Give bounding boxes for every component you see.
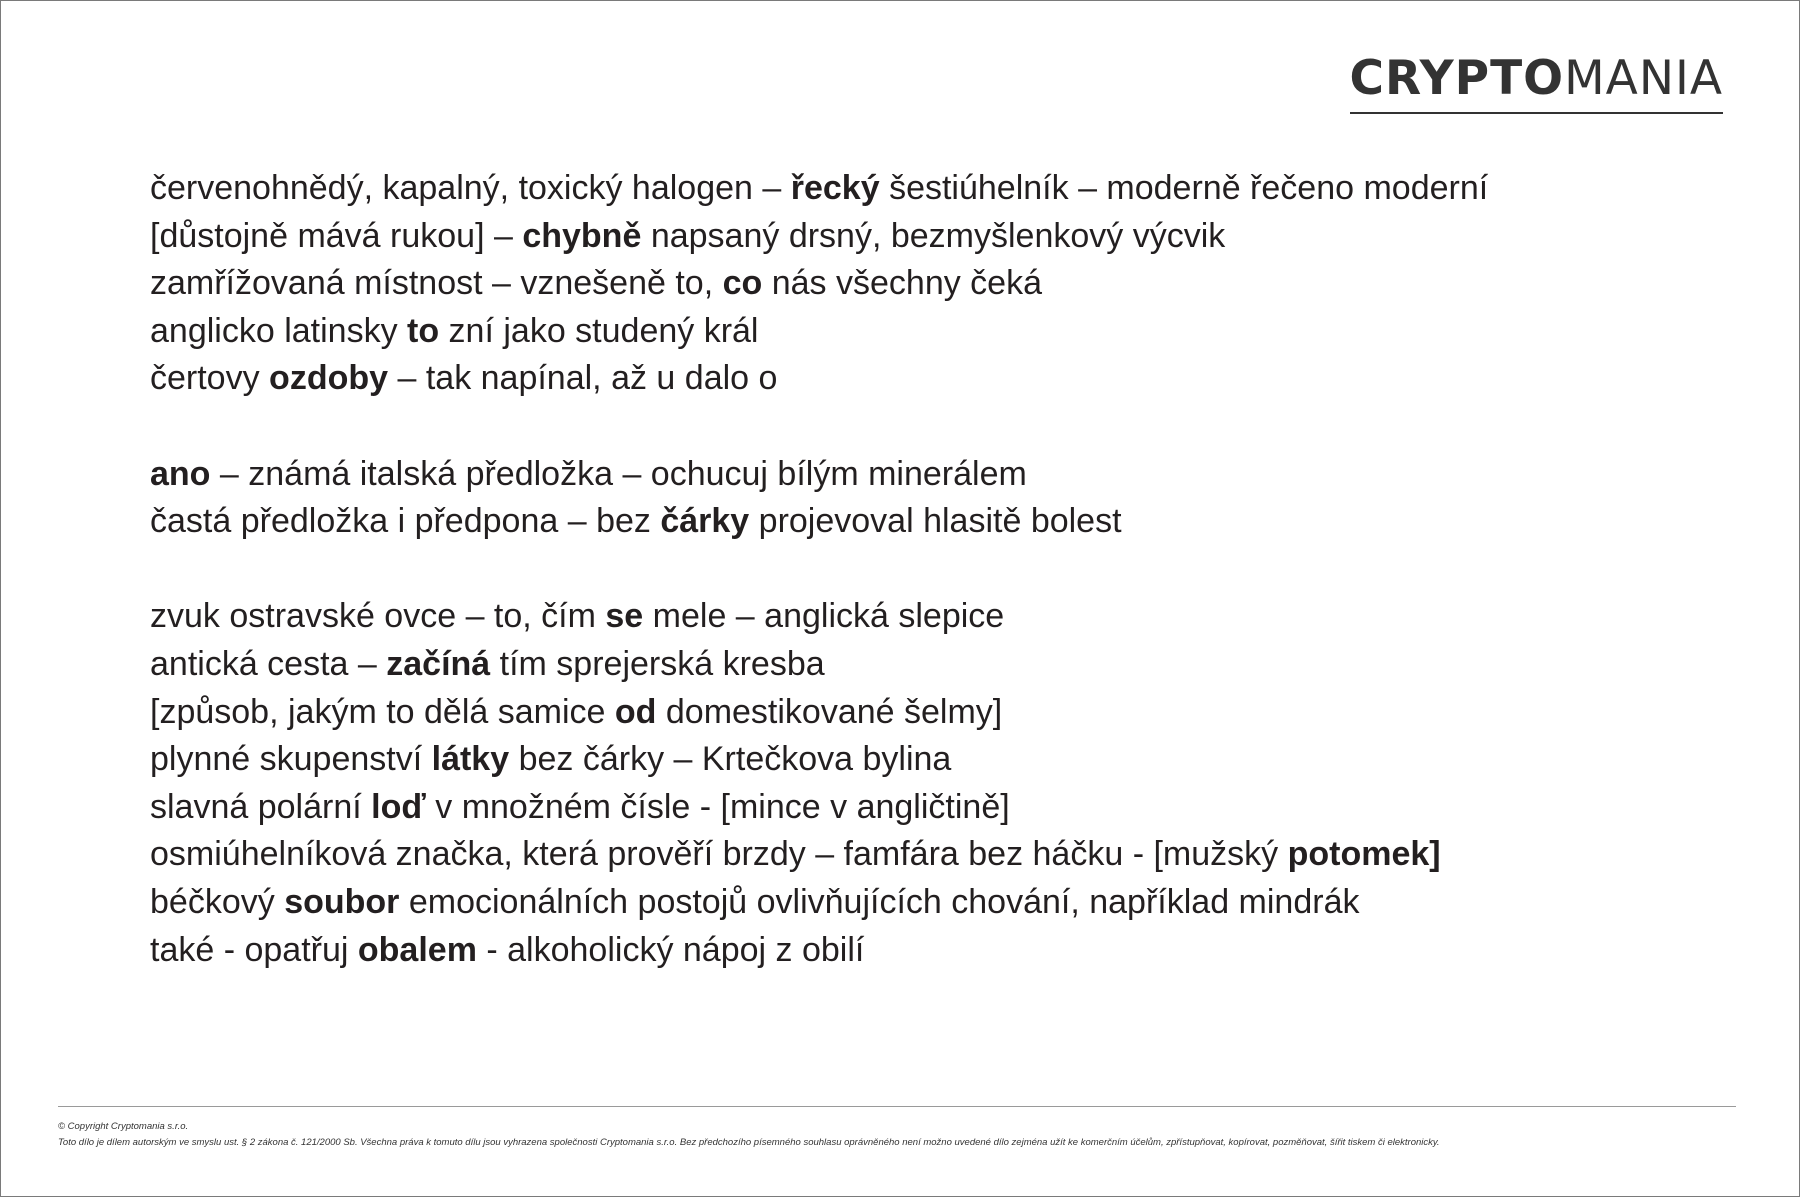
- clue-keyword: potomek]: [1287, 835, 1441, 874]
- clue-list: [150, 165, 1488, 1022]
- clue-text: častá předložka i předpona – bez: [150, 502, 661, 541]
- clue-text: [způsob, jakým to dělá samice: [150, 692, 615, 731]
- clue-text: také - opatřuj: [150, 930, 358, 969]
- footer-divider: [58, 1106, 1736, 1107]
- clue-text: napsaný drsný, bezmyšlenkový výcvik: [641, 216, 1226, 255]
- clue-text: bez čárky – Krtečkova bylina: [509, 740, 952, 779]
- clue-keyword: se: [605, 597, 644, 636]
- clue-text: – tak napínal, až u dalo o: [388, 359, 778, 398]
- clue-keyword: ozdoby: [269, 359, 389, 398]
- copyright-notice: Toto dílo je dílem autorským ve smyslu ust. § 2 zákona č. 121/2000 Sb. Všechna práva k tomuto dílu jsou vyhrazena společnosti Cryptomania s.r.o. Bez předchozího písemného souhlasu oprávněného není možno uvedené dílo zejména užít ke komerčním účelům, zpřístupňovat, kopírovat, pozměňovat, šířit tiskem či elektronicky.: [58, 1137, 1440, 1148]
- clue-line: [150, 641, 1488, 689]
- clue-text: osmiúhelníková značka, která prověří brzdy – famfára bez háčku - [mužský: [150, 835, 1288, 874]
- clue-text: - alkoholický nápoj z obilí: [476, 930, 865, 969]
- clue-text: tím sprejerská kresba: [490, 644, 825, 683]
- clue-text: projevoval hlasitě bolest: [749, 502, 1122, 541]
- clue-keyword: látky: [431, 740, 510, 779]
- clue-text: zní jako studený král: [439, 311, 759, 350]
- clue-line: [150, 260, 1488, 308]
- clue-text: plynné skupenství: [150, 740, 432, 779]
- clue-keyword: ano: [150, 454, 211, 493]
- clue-keyword: začíná: [386, 644, 491, 683]
- clue-keyword: soubor: [284, 882, 400, 921]
- clue-text: – známá italská předložka – ochucuj bílým minerálem: [210, 454, 1027, 493]
- clue-line: [150, 831, 1488, 879]
- clue-text: antická cesta –: [150, 644, 387, 683]
- clue-keyword: od: [614, 692, 657, 731]
- clue-text: domestikované šelmy]: [656, 692, 1003, 731]
- clue-keyword: to: [407, 311, 440, 350]
- clue-line: [150, 784, 1488, 832]
- clue-keyword: co: [722, 264, 763, 303]
- clue-text: zamřížovaná místnost – vznešeně to,: [150, 264, 723, 303]
- clue-keyword: řecký: [790, 169, 880, 207]
- clue-text: červenohnědý, kapalný, toxický halogen –: [150, 169, 791, 207]
- clue-keyword: obalem: [357, 930, 477, 969]
- clue-line: [150, 308, 1488, 356]
- logo-bold-part: CRYPTO: [1349, 51, 1565, 106]
- clue-line: [150, 498, 1488, 546]
- cryptomania-logo: [1349, 51, 1723, 114]
- clue-block: [150, 451, 1488, 546]
- clue-line: [150, 593, 1488, 641]
- clue-line: [150, 355, 1488, 403]
- logo-light-part: MANIA: [1564, 51, 1723, 106]
- clue-text: [důstojně mává rukou] –: [150, 216, 523, 255]
- clue-text: slavná polární: [150, 787, 372, 826]
- clue-line: [150, 689, 1488, 737]
- clue-line: [150, 451, 1488, 499]
- copyright-line: © Copyright Cryptomania s.r.o.: [58, 1121, 189, 1132]
- clue-keyword: loď: [371, 787, 426, 826]
- clue-text: mele – anglická slepice: [643, 597, 1005, 636]
- clue-text: zvuk ostravské ovce – to, čím: [150, 597, 606, 636]
- clue-keyword: čárky: [660, 502, 750, 541]
- clue-text: čertovy: [150, 359, 270, 398]
- clue-line: [150, 879, 1488, 927]
- clue-block: [150, 593, 1488, 974]
- clue-line: [150, 927, 1488, 975]
- clue-text: v množném čísle - [mince v angličtině]: [425, 787, 1010, 826]
- clue-text: šestiúhelník – moderně řečeno moderní: [879, 169, 1489, 207]
- footer: [58, 1119, 1440, 1151]
- clue-text: nás všechny čeká: [762, 264, 1042, 303]
- clue-line: [150, 165, 1488, 213]
- clue-keyword: chybně: [522, 216, 642, 255]
- clue-line: [150, 213, 1488, 261]
- clue-text: béčkový: [150, 882, 285, 921]
- clue-line: [150, 736, 1488, 784]
- clue-text: anglicko latinsky: [150, 311, 408, 350]
- clue-text: emocionálních postojů ovlivňujících chování, například mindrák: [399, 882, 1360, 921]
- clue-block: [150, 165, 1488, 403]
